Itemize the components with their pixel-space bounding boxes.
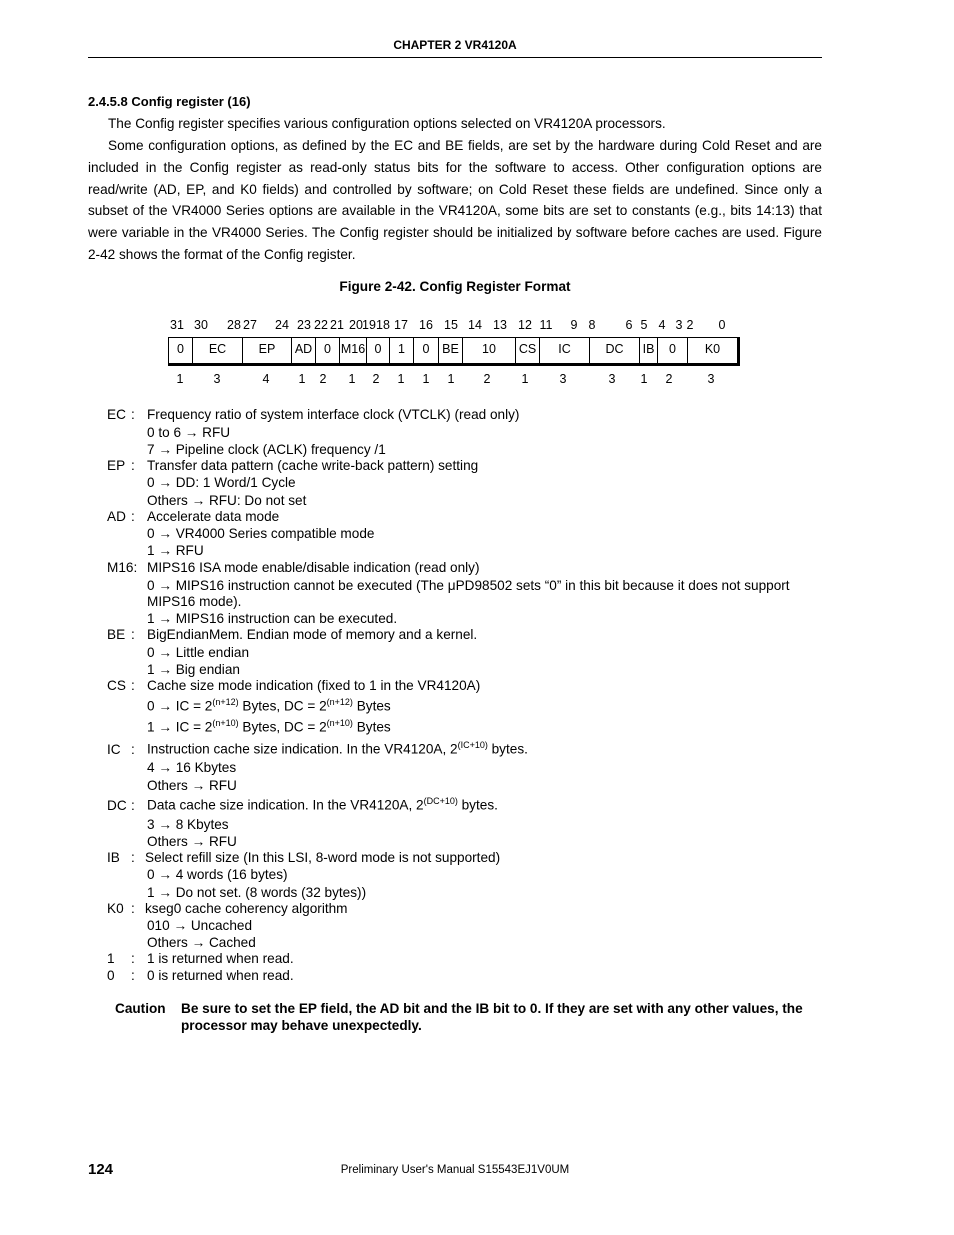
- register-field: 1: [389, 338, 413, 363]
- field-width: 1: [298, 372, 306, 386]
- definition-value: 1 → RFU: [147, 543, 204, 558]
- bit-number: 12: [518, 318, 532, 332]
- bit-number: 21: [330, 318, 344, 332]
- definition-value: 0 → IC = $2^{(n+12)}$ Bytes, DC = $2^{(n+12)}$ Bytes: [147, 697, 391, 714]
- bit-number: 3: [675, 318, 683, 332]
- definition-colon: :: [131, 798, 135, 813]
- definition-desc: Data cache size indication. In the VR4120A, $2^{(DC+10)}$ bytes.: [147, 796, 498, 813]
- field-width: 1: [397, 372, 405, 386]
- definition-desc: Select refill size (In this LSI, 8-word mode is not supported): [145, 850, 501, 865]
- bit-number: 28: [227, 318, 241, 332]
- bit-number: 14: [468, 318, 482, 332]
- register-field: 0: [315, 338, 339, 363]
- field-width: 3: [707, 372, 715, 386]
- definition-colon: :: [131, 627, 135, 642]
- definition-value: 0 → MIPS16 instruction cannot be executed (The μPD98502 sets “0” in this bit because it does not support: [147, 578, 790, 593]
- field-width: 1: [640, 372, 648, 386]
- definition-value: 0 → DD: 1 Word/1 Cycle: [147, 475, 296, 490]
- definition-value: Others → RFU: [147, 834, 237, 849]
- definition-value: 0 → 4 words (16 bytes): [147, 867, 288, 882]
- definition-tag: CS: [107, 678, 126, 693]
- bit-number: 11: [539, 318, 553, 332]
- definition-colon: :: [131, 458, 135, 473]
- definition-colon: :: [131, 678, 135, 693]
- bit-number: 27: [243, 318, 257, 332]
- definition-tag: 0: [107, 968, 115, 983]
- definition-value: 1 → Big endian: [147, 662, 240, 677]
- definition-value: Others → RFU: Do not set: [147, 493, 307, 508]
- definition-colon: :: [131, 901, 135, 916]
- header-rule: [88, 57, 822, 58]
- field-width: 1: [447, 372, 455, 386]
- bit-number: 9: [570, 318, 578, 332]
- definition-desc: Instruction cache size indication. In the VR4120A, $2^{(IC+10)}$ bytes.: [147, 740, 528, 757]
- register-field: 10: [462, 338, 515, 363]
- bit-number: 4: [658, 318, 666, 332]
- caution-text: Be sure to set the EP field, the AD bit and the IB bit to 0. If they are set with any other values, the processor may behave unexpectedly.: [181, 1001, 803, 1033]
- bit-number: 17: [394, 318, 408, 332]
- definition-tag: EP: [107, 458, 126, 473]
- definition-tag: IC: [107, 742, 121, 757]
- field-width: 3: [559, 372, 567, 386]
- bit-number: 0: [718, 318, 726, 332]
- caution-label: Caution: [115, 1001, 166, 1016]
- bit-number: 24: [275, 318, 289, 332]
- register-field: IC: [539, 338, 589, 363]
- field-width: 2: [372, 372, 380, 386]
- definition-value: 3 → 8 Kbytes: [147, 817, 229, 832]
- definition-value: 0 to 6 → RFU: [147, 425, 231, 440]
- definition-tag: K0: [107, 901, 124, 916]
- definition-colon: :: [131, 742, 135, 757]
- field-width: 1: [348, 372, 356, 386]
- page-number: 124: [88, 1161, 114, 1178]
- definition-desc: BigEndianMem. Endian mode of memory and a kernel.: [147, 627, 478, 642]
- bit-number: 5: [640, 318, 648, 332]
- bit-number: 6: [625, 318, 633, 332]
- intro-paragraph: The Config register specifies various configuration options selected on VR4120A processors.: [108, 116, 666, 131]
- definition-colon: :: [131, 951, 135, 966]
- bit-number: 16: [419, 318, 433, 332]
- field-width: 3: [213, 372, 221, 386]
- definition-value: MIPS16 mode).: [147, 594, 242, 609]
- definition-tag: AD: [107, 509, 126, 524]
- definition-desc: Transfer data pattern (cache write-back pattern) setting: [147, 458, 479, 473]
- definition-value: 1 → MIPS16 instruction can be executed.: [147, 611, 398, 626]
- config-register-diagram: [168, 337, 740, 366]
- definition-colon: :: [131, 850, 135, 865]
- details-paragraph: Some configuration options, as defined by the EC and BE fields, are set by the hardware during Cold Reset and are included in the Config register as read-only status bits for the software to access. Other configuration options are read/write (AD, EP, and K0 fields) and controlled by software; on Cold Reset these fields are undefined. Since only a subset of the VR4000 Series options are available in the VR4120A, some bits are set to constants (e.g., bits 14:13) that were variable in the VR4000 Series. The Config register should be initialized by software before caches are used. Figure 2-42 shows the format of the Config register.: [88, 138, 822, 262]
- definition-value: Others → RFU: [147, 778, 237, 793]
- register-field: CS: [515, 338, 539, 363]
- definition-value: 010 → Uncached: [147, 918, 253, 933]
- bit-number: 13: [493, 318, 507, 332]
- register-field: BE: [438, 338, 462, 363]
- definition-tag: EC: [107, 407, 126, 422]
- register-field: M16: [339, 338, 366, 363]
- definition-tag: BE: [107, 627, 126, 642]
- definition-value: 1 → Do not set. (8 words (32 bytes)): [147, 885, 367, 900]
- definition-value: 4 → 16 Kbytes: [147, 760, 237, 775]
- definition-tag: DC: [107, 798, 127, 813]
- field-width: 1: [422, 372, 430, 386]
- field-width: 4: [262, 372, 270, 386]
- definition-desc: 1 is returned when read.: [147, 951, 294, 966]
- field-width: 1: [176, 372, 184, 386]
- bit-number: 8: [588, 318, 596, 332]
- definition-colon: :: [131, 968, 135, 983]
- definition-tag: IB: [107, 850, 120, 865]
- definition-desc: Frequency ratio of system interface clock (VTCLK) (read only): [147, 407, 520, 422]
- definition-colon: :: [131, 407, 135, 422]
- chapter-header: CHAPTER 2 VR4120A: [393, 38, 517, 52]
- definition-value: 0 → VR4000 Series compatible mode: [147, 526, 375, 541]
- definition-value: 7 → Pipeline clock (ACLK) frequency /1: [147, 442, 386, 457]
- field-width: 3: [608, 372, 616, 386]
- definition-tag: M16:: [107, 560, 138, 575]
- register-field: 0: [177, 342, 184, 356]
- bit-number: 30: [194, 318, 208, 332]
- definition-desc: kseg0 cache coherency algorithm: [145, 901, 348, 916]
- field-width: 1: [521, 372, 529, 386]
- definition-desc: Accelerate data mode: [147, 509, 280, 524]
- bit-number: 18: [376, 318, 390, 332]
- definition-value: Others → Cached: [147, 935, 256, 950]
- bit-number: 20: [349, 318, 363, 332]
- register-field: 0: [657, 338, 687, 363]
- register-field: AD: [291, 338, 315, 363]
- definition-tag: 1: [107, 951, 115, 966]
- register-field: DC: [589, 338, 639, 363]
- bit-number: 23: [297, 318, 311, 332]
- field-width: 2: [483, 372, 491, 386]
- register-field: IB: [639, 338, 657, 363]
- section-heading: 2.4.5.8 Config register (16): [88, 94, 251, 109]
- definition-desc: 0 is returned when read.: [147, 968, 294, 983]
- footer-text: Preliminary User's Manual S15543EJ1V0UM: [340, 1164, 570, 1176]
- register-field: K0: [687, 338, 737, 363]
- definition-desc: MIPS16 ISA mode enable/disable indication (read only): [147, 560, 480, 575]
- definition-value: 0 → Little endian: [147, 645, 250, 660]
- definition-desc: Cache size mode indication (fixed to 1 in the VR4120A): [147, 678, 481, 693]
- field-width: 2: [319, 372, 327, 386]
- register-field: 0: [413, 338, 438, 363]
- register-field: 0: [366, 338, 389, 363]
- figure-caption: Figure 2-42. Config Register Format: [339, 279, 571, 294]
- definition-value: 1 → IC = $2^{(n+10)}$ Bytes, DC = $2^{(n+10)}$ Bytes: [147, 718, 391, 735]
- definition-colon: :: [131, 509, 135, 524]
- register-field: EP: [242, 338, 291, 363]
- bit-number: 2: [686, 318, 694, 332]
- register-field: EC: [192, 338, 242, 363]
- bit-number: 31: [170, 318, 184, 332]
- field-width: 2: [665, 372, 673, 386]
- bit-number: 15: [444, 318, 458, 332]
- bit-number: 22: [314, 318, 328, 332]
- bit-number: 19: [362, 318, 376, 332]
